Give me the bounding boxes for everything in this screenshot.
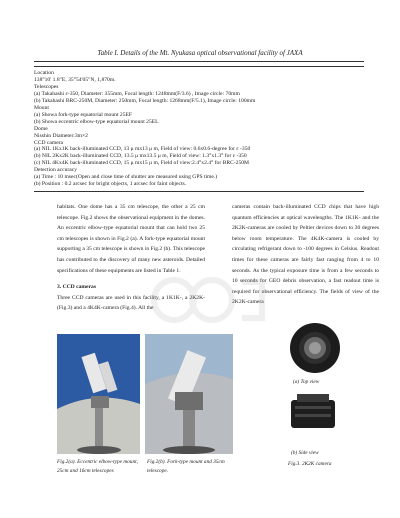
fig3-top-view-label: (a) Top view bbox=[293, 379, 320, 385]
table-line: (a) Takahashi ε-350, Diameter: 355mm, Focal length: 1248mm(F/3.6) , Image circle: 70mm bbox=[34, 90, 240, 97]
fig2a-caption-line1: Fig.2(a). Eccentric elbow-type mount, bbox=[57, 459, 138, 465]
body-paragraph: habitats. One dome has a 35 cm telescope, the other a 25 cm telescope. Fig.2 shows the observational equipment in the domes. An eccentric elbow-type equatorial mount that can hold two 25 cm telescopes is shown in Fig.2 (a). A fork-type equatorial mount supporting a 35 cm telescope is shown in Fig.2 (b). This telescope has contributed to the discovery of many new asteroids. Detailed specifications of these equipments are listed in Table 1. bbox=[57, 204, 205, 274]
table-line: Detection accuracy bbox=[34, 167, 78, 174]
fig2b-photo bbox=[145, 334, 233, 454]
body-paragraph: Three CCD cameras are used in this facility, a 1K1K-, a 2K2K-(Fig.3) and a 4K4K-camera (Fig.4). All the bbox=[57, 294, 205, 312]
fig2a-photo bbox=[57, 334, 140, 454]
table-header-rule bbox=[34, 66, 364, 67]
table-line: Mount bbox=[34, 104, 49, 111]
fig2b-caption-line1: Fig.2(b). Fork-type mount and 35cm bbox=[147, 459, 225, 465]
table-line: Telescopes bbox=[34, 83, 59, 90]
table-line: Location bbox=[34, 70, 54, 76]
fig3-caption: Fig.3. 2K2K camera bbox=[288, 461, 332, 467]
table-line: Dome bbox=[34, 125, 48, 132]
fig2b-caption-line2: telescope. bbox=[147, 467, 169, 474]
body-paragraph: cameras contain back-illuminated CCD chips that have high quantum efficiencies at optical wavelengths. The 1K1K- and the 2K2K-cameras are cooled by Peltier devices down to 30 degrees below room temperature. The 4K4K-camera is cooled by circulating refrigerant down to -100 degrees in Celsius. Readout times for these cameras are fairly fast ranging from 4 to 10 seconds. As the typical exposure time is from a few seconds to 10 seconds for GEO debris observation, a fast readout time is required for observational efficiency. The fields of view of the 2K2K-camera bbox=[232, 204, 379, 306]
fig2a-caption bbox=[57, 458, 138, 475]
table-line: (b) Takahashi BRC-250M, Diameter: 250mm, Focal length: 1268mm(F/5.1), Image circle: 100mm bbox=[34, 97, 256, 104]
table-caption: Table I. Details of the Mt. Nyukasa optical observational facility of JAXA bbox=[97, 49, 303, 57]
table-line: (a) NIL 1Kx1K back-illuminated CCD, 13 μ mx13 μ m, Field of view: 0.6x0.6-degree for ε -350 bbox=[34, 146, 251, 153]
table-line: (c) NIL 4Kx4K back-illuminated CCD, 15 μ mx15 μ m, Field of view:2.4°x2.4° for BRC-250M bbox=[34, 160, 250, 167]
table-line: 138°10' 1.8"E, 35°54'05"N, 1,870m. bbox=[34, 76, 116, 83]
table-line: CCD camera bbox=[34, 139, 64, 146]
fig3-top-view-photo bbox=[281, 321, 349, 375]
table-line: (a) Showa fork-type equatorial mount 25EF bbox=[34, 111, 133, 118]
table-line: Nisshin Diameter:3m×2 bbox=[34, 132, 88, 139]
table-line: (b) NIL 2Kx2K back-illuminated CCD, 13.5 μ mx13.5 μ m, Field of view: 1.3°x1.3° for ε -350 bbox=[34, 153, 247, 160]
table-bottom-rule bbox=[34, 191, 364, 192]
table-line: (a) Time : 10 msec(Open and close time of shutter are measured using GPS time.) bbox=[34, 174, 218, 181]
fig2b-caption bbox=[147, 458, 225, 475]
fig3-side-view-label: (b) Side view bbox=[291, 450, 319, 456]
right-text-column bbox=[232, 202, 379, 308]
table-top-rule bbox=[34, 61, 364, 62]
left-text-column bbox=[57, 202, 205, 314]
fig2a-caption-line2: 25cm and 16cm telescopes bbox=[57, 467, 114, 474]
table-line: (b) Position : 0.2 arcsec for bright objects, 1 arcsec for faint objects. bbox=[34, 181, 187, 188]
section-heading: 3. CCD cameras bbox=[57, 284, 96, 291]
specification-table bbox=[34, 70, 364, 188]
fig3-side-view-photo bbox=[285, 392, 341, 432]
table-line: (b) Showa eccentric elbow-type equatorial mount 25EL bbox=[34, 118, 159, 125]
